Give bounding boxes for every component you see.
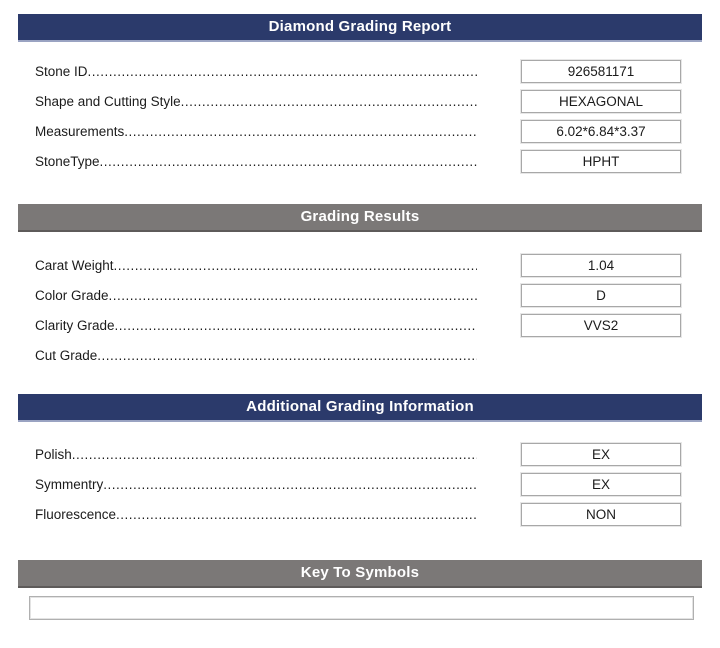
field-row-clarity-grade [35, 314, 681, 337]
field-row-cut-grade [35, 344, 681, 367]
symmetry-value: EX [521, 473, 681, 496]
field-label-leader [35, 154, 477, 169]
grading-results-bar [18, 204, 702, 232]
dot-leader [109, 288, 477, 303]
dot-leader [97, 348, 477, 363]
fluorescence-value: NON [521, 503, 681, 526]
field-row-shape [35, 90, 681, 113]
dot-leader [103, 477, 477, 492]
field-row-polish [35, 443, 681, 466]
field-label-leader [35, 318, 477, 333]
shape-value: HEXAGONAL [521, 90, 681, 113]
field-label-leader [35, 447, 477, 462]
field-label-leader [35, 477, 477, 492]
identification-section [0, 60, 720, 173]
field-label-leader [35, 94, 477, 109]
dot-leader [88, 64, 477, 79]
report-title-bar [18, 14, 702, 42]
grading-results-title: Grading Results [300, 208, 420, 225]
dot-leader [124, 124, 477, 139]
stone-id-value: 926581171 [521, 60, 681, 83]
diamond-grading-report [0, 14, 720, 648]
dot-leader [72, 447, 477, 462]
measurements-value: 6.02*6.84*3.37 [521, 120, 681, 143]
key-to-symbols-title: Key To Symbols [300, 564, 420, 581]
clarity-grade-value: VVS2 [521, 314, 681, 337]
field-label-leader [35, 507, 477, 522]
field-label-leader [35, 258, 477, 273]
additional-info-section [0, 443, 720, 526]
carat-weight-value: 1.04 [521, 254, 681, 277]
field-row-color-grade [35, 284, 681, 307]
field-label-leader [35, 348, 477, 363]
dot-leader [100, 154, 477, 169]
key-to-symbols-box [29, 596, 694, 620]
field-label-leader [35, 124, 477, 139]
symmetry-label: Symmentry [35, 477, 104, 492]
field-row-symmetry [35, 473, 681, 496]
polish-value: EX [521, 443, 681, 466]
color-grade-label: Color Grade [35, 288, 109, 303]
field-row-stone-id [35, 60, 681, 83]
color-grade-value: D [521, 284, 681, 307]
field-row-stone-type [35, 150, 681, 173]
dot-leader [116, 507, 477, 522]
stone-type-value: HPHT [521, 150, 681, 173]
dot-leader [115, 318, 477, 333]
clarity-grade-label: Clarity Grade [35, 318, 115, 333]
report-title: Diamond Grading Report [268, 18, 452, 35]
key-to-symbols-bar [18, 560, 702, 588]
polish-label: Polish [35, 447, 72, 462]
cut-grade-label: Cut Grade [35, 348, 98, 363]
dot-leader [181, 94, 477, 109]
field-row-fluorescence [35, 503, 681, 526]
field-row-measurements [35, 120, 681, 143]
field-label-leader [35, 288, 477, 303]
measurements-label: Measurements [35, 124, 125, 139]
grading-results-section [0, 254, 720, 367]
fluorescence-label: Fluorescence [35, 507, 117, 522]
carat-weight-label: Carat Weight [35, 258, 114, 273]
additional-info-title: Additional Grading Information [246, 398, 474, 415]
stone-id-label: Stone ID [35, 64, 88, 79]
shape-label: Shape and Cutting Style [35, 94, 181, 109]
field-row-carat-weight [35, 254, 681, 277]
stone-type-label: StoneType [35, 154, 100, 169]
field-label-leader [35, 64, 477, 79]
dot-leader [114, 258, 477, 273]
additional-info-bar [18, 394, 702, 422]
